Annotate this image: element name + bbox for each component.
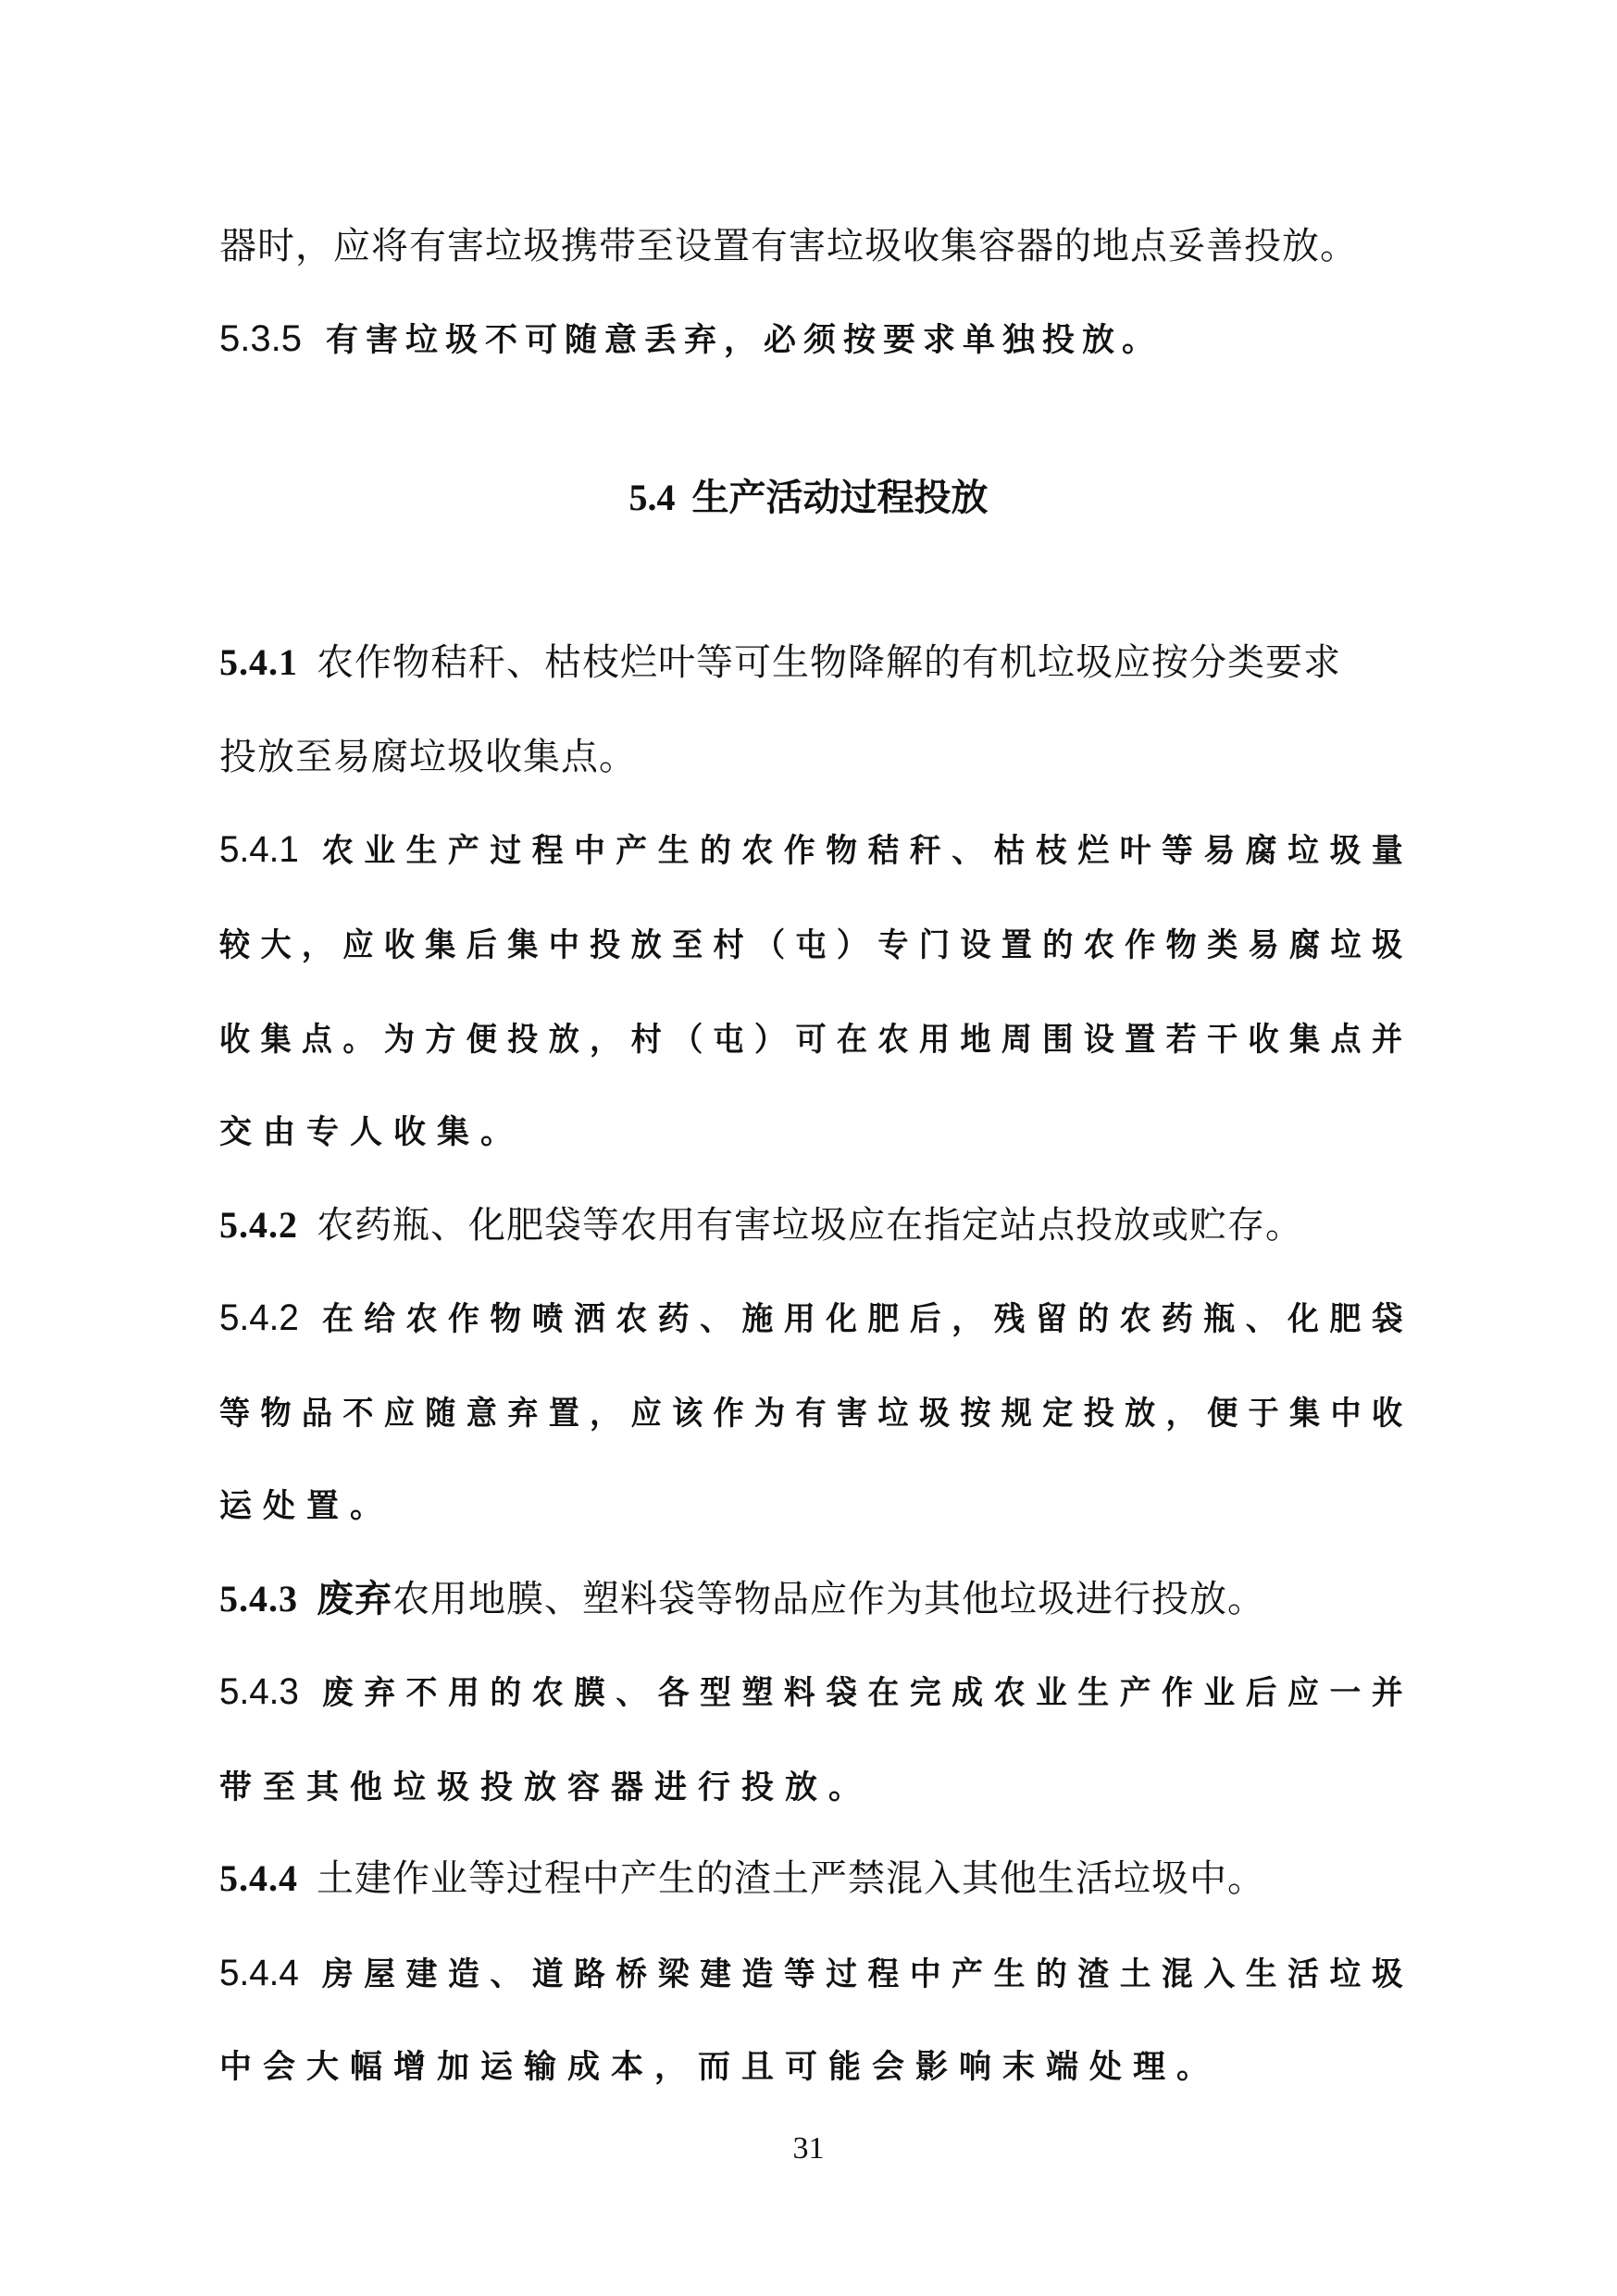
note-line (219, 1386, 1413, 1440)
page-number: 31 (792, 2131, 825, 2166)
note-text: 有害垃圾不可随意丢弃，必须按要求单独投放。 (325, 322, 1162, 359)
clause-text: 农作物秸秆、枯枝烂叶等可生物降解的有机垃圾应按分类要求 (317, 641, 1341, 684)
note-text: 带至其他垃圾投放容器进行投放。 (219, 1769, 873, 1806)
clause-number: 5.4.3 (219, 1671, 299, 1712)
clause-5-4-3 (219, 1573, 1399, 1625)
clause-lead-word: 废弃 (317, 1578, 392, 1620)
clause-number: 5.4.1 (219, 641, 298, 683)
section-number: 5.4 (628, 477, 676, 518)
line-text: 器时，应将有害垃圾携带至设置有害垃圾收集容器的地点妥善投放。 (219, 225, 1358, 267)
clause-number: 5.4.4 (219, 1953, 299, 1993)
note-line (219, 1012, 1413, 1066)
note-5-4-4 (219, 1947, 1414, 2001)
clause-number: 5.4.4 (219, 1857, 298, 1899)
clause-5-4-4 (219, 1853, 1399, 1905)
body-line (219, 220, 1399, 272)
clause-number: 5.4.1 (219, 829, 299, 870)
note-text: 交由专人收集。 (219, 1114, 525, 1151)
clause-5-4-2 (219, 1199, 1399, 1251)
clause-number: 5.4.2 (219, 1297, 299, 1338)
note-text: 收集点。为方便投放，村（屯）可在农用地周围设置若干收集点并 (219, 1022, 1413, 1059)
note-5-3-5 (219, 313, 1399, 366)
section-heading (0, 472, 1617, 524)
note-text: 中会大幅增加运输成本，而且可能会影响末端处理。 (219, 2049, 1221, 2086)
note-text: 在给农作物喷洒农药、施用化肥后，残留的农药瓶、化肥袋 (321, 1301, 1414, 1338)
clause-number: 5.3.5 (219, 318, 302, 359)
note-text: 废弃不用的农膜、各型塑料袋在完成农业生产作业后应一并 (321, 1675, 1414, 1712)
note-text: 较大，应收集后集中投放至村（屯）专门设置的农作物类易腐垃圾 (219, 927, 1413, 964)
clause-number: 5.4.3 (219, 1578, 298, 1620)
note-text: 农业生产过程中产生的农作物秸秆、枯枝烂叶等易腐垃圾量 (321, 833, 1414, 870)
body-line (219, 731, 1399, 783)
note-text: 房屋建造、道路桥梁建造等过程中产生的渣土混入生活垃圾 (321, 1956, 1414, 1993)
note-5-4-3 (219, 1666, 1414, 1719)
section-title: 生产活动过程投放 (691, 477, 989, 519)
note-text: 等物品不应随意弃置，应该作为有害垃圾按规定投放，便于集中收 (219, 1396, 1413, 1433)
note-line (219, 1105, 1399, 1159)
note-line (219, 918, 1413, 972)
clause-text: 农用地膜、塑料袋等物品应作为其他垃圾进行投放。 (392, 1578, 1265, 1620)
note-line (219, 2040, 1399, 2093)
clause-5-4-1 (219, 637, 1399, 689)
note-5-4-2 (219, 1292, 1414, 1346)
note-line (219, 1479, 1399, 1533)
note-5-4-1 (219, 824, 1414, 877)
note-text: 运处置。 (219, 1488, 394, 1525)
clause-text: 农药瓶、化肥袋等农用有害垃圾应在指定站点投放或贮存。 (317, 1204, 1303, 1247)
clause-text: 土建作业等过程中产生的渣土严禁混入其他生活垃圾中。 (317, 1857, 1265, 1900)
clause-number: 5.4.2 (219, 1204, 298, 1246)
note-line (219, 1760, 1399, 1814)
line-text: 投放至易腐垃圾收集点。 (219, 736, 637, 778)
